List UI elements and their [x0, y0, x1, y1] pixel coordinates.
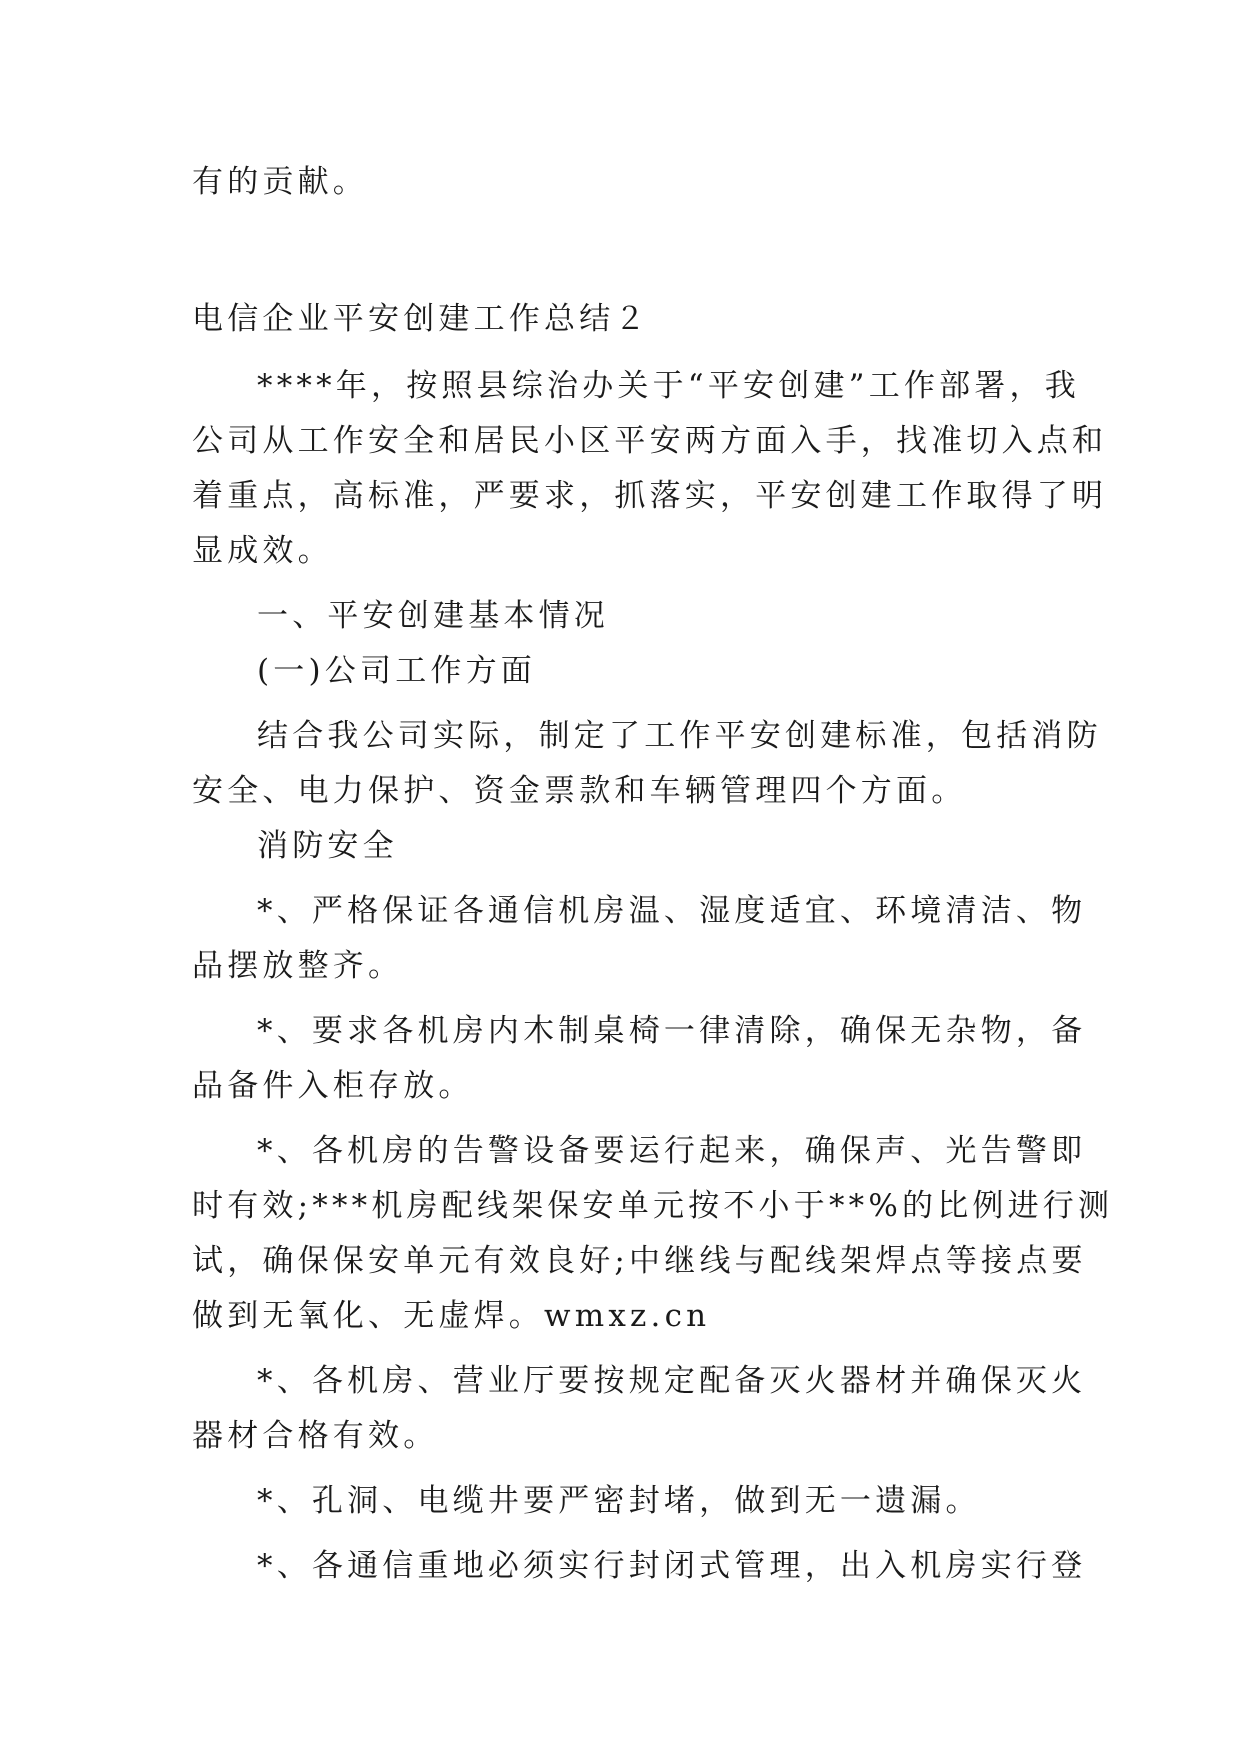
- paragraph-line: *、各通信重地必须实行封闭式管理，出入机房实行登: [257, 1548, 1087, 1584]
- paragraph-line: 器材合格有效。: [192, 1418, 439, 1454]
- paragraph-line: ****年，按照县综治办关于“平安创建”工作部署，我: [257, 368, 1080, 404]
- heading-line: 一、平安创建基本情况: [257, 598, 609, 634]
- paragraph-line: 显成效。: [192, 533, 333, 569]
- paragraph-line: *、严格保证各通信机房温、湿度适宜、环境清洁、物: [257, 893, 1087, 929]
- heading-line: (一)公司工作方面: [257, 653, 536, 689]
- paragraph-line: 安全、电力保护、资金票款和车辆管理四个方面。: [192, 773, 967, 809]
- paragraph-line: 着重点，高标准，严要求，抓落实，平安创建工作取得了明: [192, 478, 1108, 514]
- paragraph-line: 做到无氧化、无虚焊。wmxz.cn: [192, 1298, 711, 1334]
- paragraph-line: 时有效;***机房配线架保安单元按不小于**%的比例进行测: [192, 1188, 1114, 1224]
- paragraph-line: 结合我公司实际，制定了工作平安创建标准，包括消防: [257, 718, 1102, 754]
- paragraph-line: 有的贡献。: [192, 164, 368, 200]
- paragraph-line: *、各机房、营业厅要按规定配备灭火器材并确保灭火: [257, 1363, 1087, 1399]
- paragraph-line: *、各机房的告警设备要运行起来，确保声、光告警即: [257, 1133, 1087, 1169]
- paragraph-line: *、要求各机房内木制桌椅一律清除，确保无杂物，备: [257, 1013, 1087, 1049]
- paragraph-line: 品摆放整齐。: [192, 948, 404, 984]
- heading-line: 消防安全: [257, 828, 398, 864]
- paragraph-line: 品备件入柜存放。: [192, 1068, 474, 1104]
- section-title: 电信企业平安创建工作总结２: [192, 301, 650, 337]
- paragraph-line: *、孔洞、电缆井要严密封堵，做到无一遗漏。: [257, 1483, 981, 1519]
- paragraph-line: 试，确保保安单元有效良好;中继线与配线架焊点等接点要: [192, 1243, 1087, 1279]
- paragraph-line: 公司从工作安全和居民小区平安两方面入手，找准切入点和: [192, 423, 1108, 459]
